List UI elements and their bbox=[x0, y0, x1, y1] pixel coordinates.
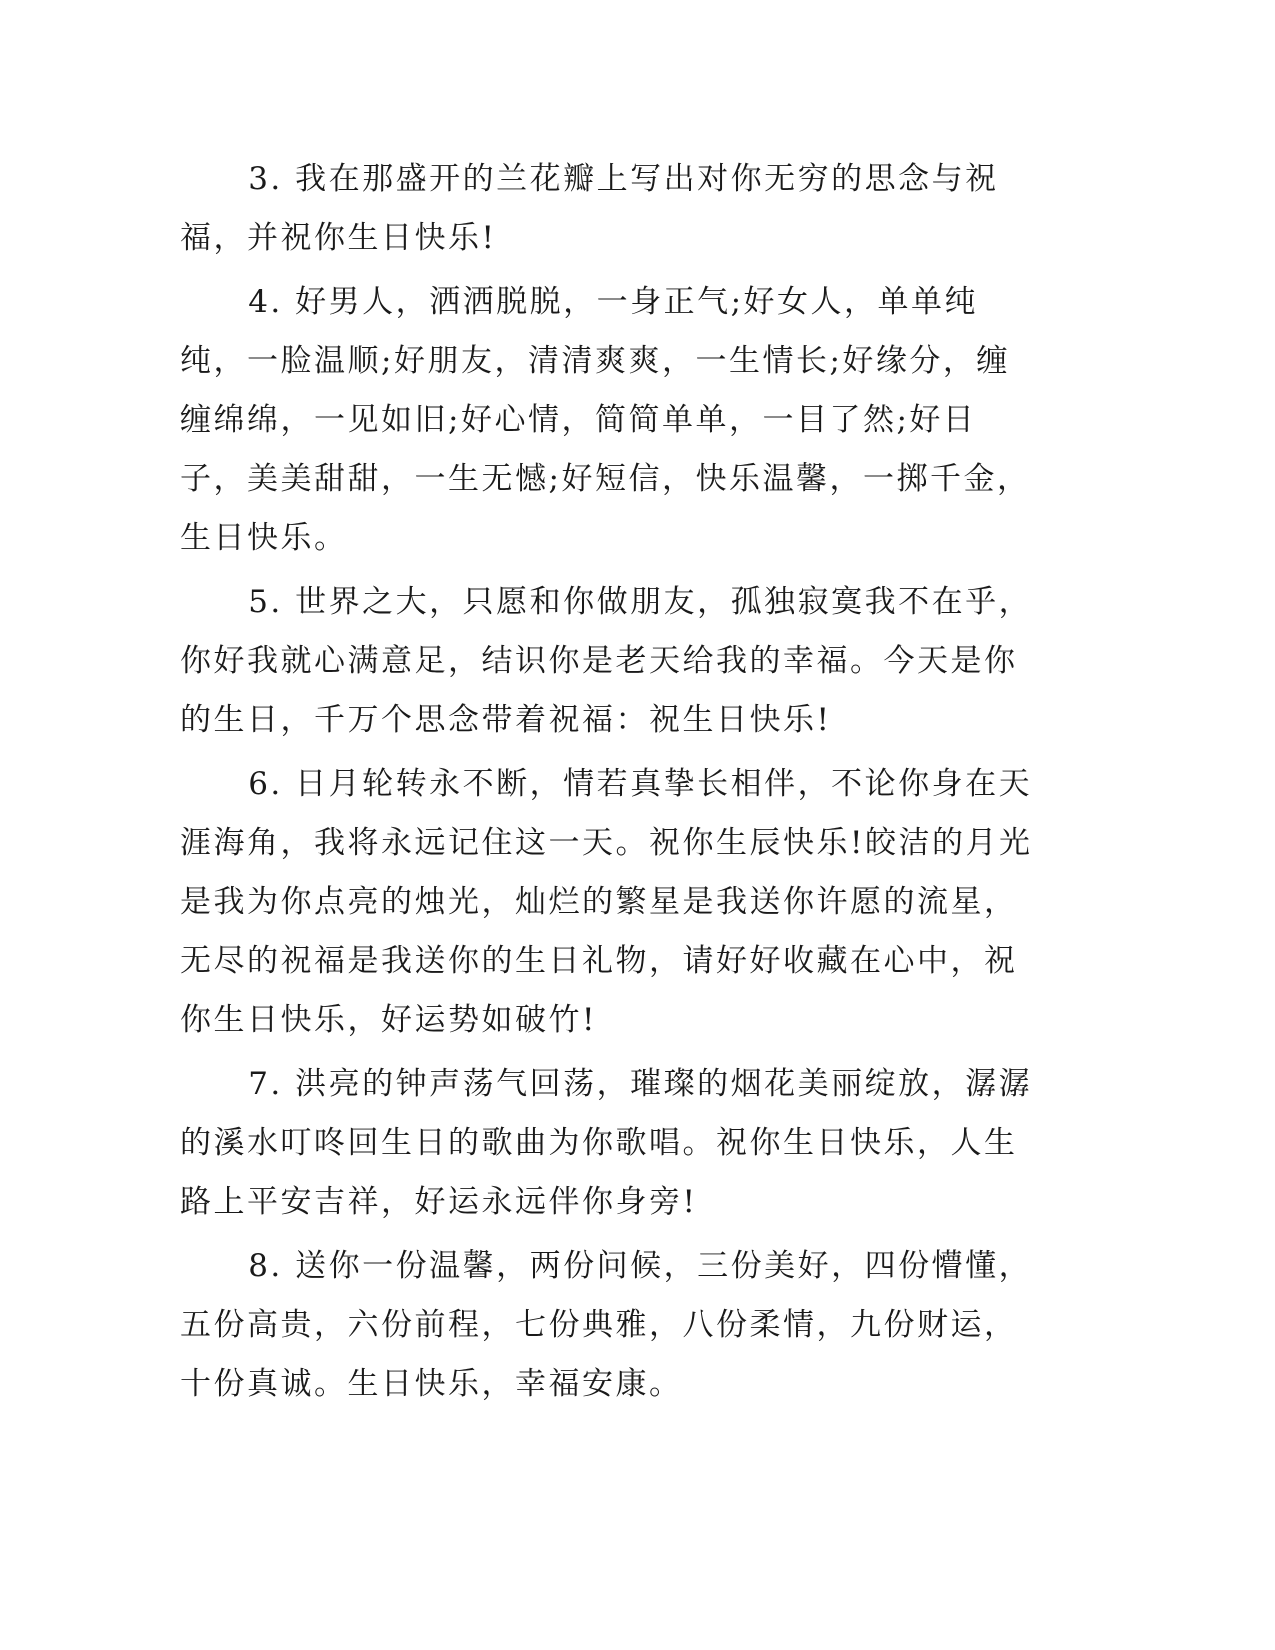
paragraph-item-6: 6. 日月轮转永不断，情若真挚长相伴，不论你身在天涯海角，我将永远记住这一天。祝你生辰快乐!皎洁的月光是我为你点亮的烛光，灿烂的繁星是我送你许愿的流星，无尽的祝福是我送你的生日礼物，请好好收藏在心中，祝你生日快乐，好运势如破竹! bbox=[180, 766, 1033, 1038]
paragraph-item-7: 7. 洪亮的钟声荡气回荡，璀璨的烟花美丽绽放，潺潺的溪水叮咚回生日的歌曲为你歌唱。祝你生日快乐，人生路上平安吉祥，好运永远伴你身旁! bbox=[180, 1066, 1033, 1220]
paragraph-item-3: 3. 我在那盛开的兰花瓣上写出对你无穷的思念与祝福，并祝你生日快乐! bbox=[180, 161, 999, 256]
paragraph-item-8: 8. 送你一份温馨，两份问候，三份美好，四份懵懂，五份高贵，六份前程，七份典雅，八份柔情，九份财运，十份真诚。生日快乐，幸福安康。 bbox=[180, 1248, 1033, 1402]
paragraph-item-4: 4. 好男人，洒洒脱脱，一身正气;好女人，单单纯纯，一脸温顺;好朋友，清清爽爽，一生情长;好缘分，缠缠绵绵，一见如旧;好心情，简简单单，一目了然;好日子，美美甜甜，一生无憾;好短信，快乐温馨，一掷千金，生日快乐。 bbox=[180, 284, 1031, 556]
paragraph-item-5: 5. 世界之大，只愿和你做朋友，孤独寂寞我不在乎，你好我就心满意足，结识你是老天给我的幸福。今天是你的生日，千万个思念带着祝福：祝生日快乐! bbox=[180, 584, 1033, 738]
document-page bbox=[180, 150, 1040, 1419]
